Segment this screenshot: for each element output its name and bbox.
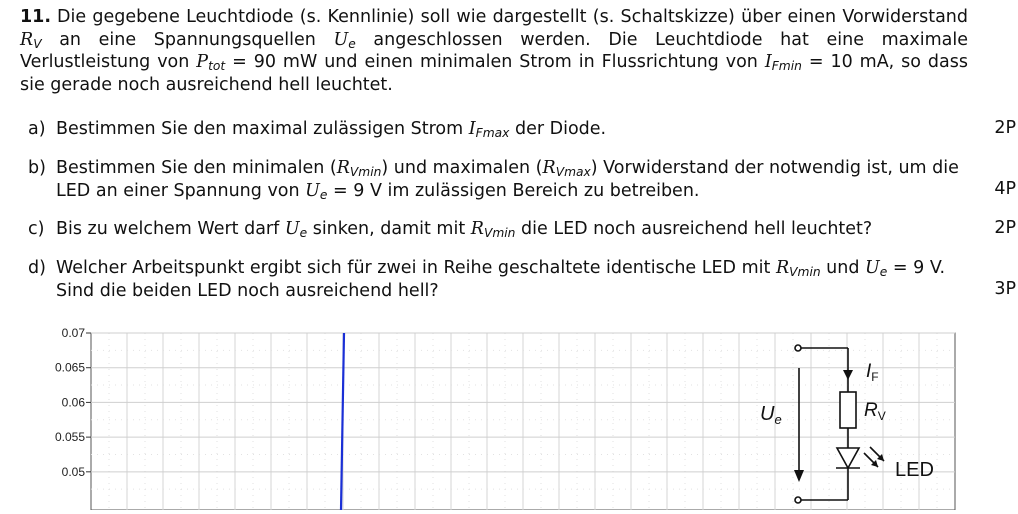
task-points: 4P (994, 179, 1016, 199)
y-tick-label: 0.06 (61, 395, 85, 410)
y-tick-label: 0.07 (61, 326, 85, 340)
terminal-bottom (795, 497, 801, 503)
problem-intro: 11. Die gegebene Leuchtdiode (s. Kennlinie) soll wie dargestellt (s. Schaltskizze) über einen Vorwiderstand $R_V$ an eine Spannungsquellen $U_e$ angeschlossen werden. Die Leuchtdiode hat eine maximale Verlustleistung von $P_{tot} = 90$ mW und einen minimalen Strom in Flussrichtung von $I_{Fmin} = 10$ mA, so dass sie gerade noch ausreichend hell leuchtet. (20, 7, 968, 95)
task-points: 2P (994, 118, 1016, 138)
terminal-top (795, 345, 801, 351)
y-tick-label: 0.055 (54, 430, 85, 445)
voltage-label: $U_e$ (760, 403, 782, 427)
problem-number: 11. (20, 7, 52, 27)
task-b (28, 157, 973, 202)
led-characteristic-figure (0, 318, 1018, 510)
resistor-label: $R_V$ (864, 400, 886, 423)
task-text: Bestimmen Sie den minimalen $(R_{Vmin})$ und maximalen $(R_{Vmax})$ Vorwiderstand der notwendig ist, um die LED an einer Spannung von $U_e = 9$ V im zulässigen Bereich zu betreiben. (56, 158, 959, 202)
y-tick-label: 0.05 (61, 464, 85, 479)
resistor (840, 392, 856, 428)
led-label: LED (895, 459, 934, 481)
task-label: b) (28, 158, 46, 178)
task-label: d) (28, 258, 46, 278)
task-label: a) (28, 119, 46, 139)
task-text: Bis zu welchem Wert darf $U_e$ sinken, damit mit $R_{Vmin}$ die LED noch ausreichend hell leuchtet? (56, 219, 873, 240)
task-points: 2P (994, 218, 1016, 238)
task-points: 3P (994, 279, 1016, 299)
current-label: $I_F$ (866, 361, 879, 384)
led-characteristic-plot (55, 326, 955, 510)
task-text: Welcher Arbeitspunkt ergibt sich für zwei in Reihe geschaltete identische LED mit $R_{Vmin}$ und $U_e = 9$ V. Sind die beiden LED noch ausreichend hell? (56, 258, 946, 301)
task-label: c) (28, 219, 45, 239)
task-d (28, 257, 973, 302)
task-c (28, 218, 973, 241)
task-a (28, 118, 973, 141)
task-text: Bestimmen Sie den maximal zulässigen Strom $I_{Fmax}$ der Diode. (56, 119, 607, 140)
y-tick-label: 0.065 (54, 360, 85, 375)
